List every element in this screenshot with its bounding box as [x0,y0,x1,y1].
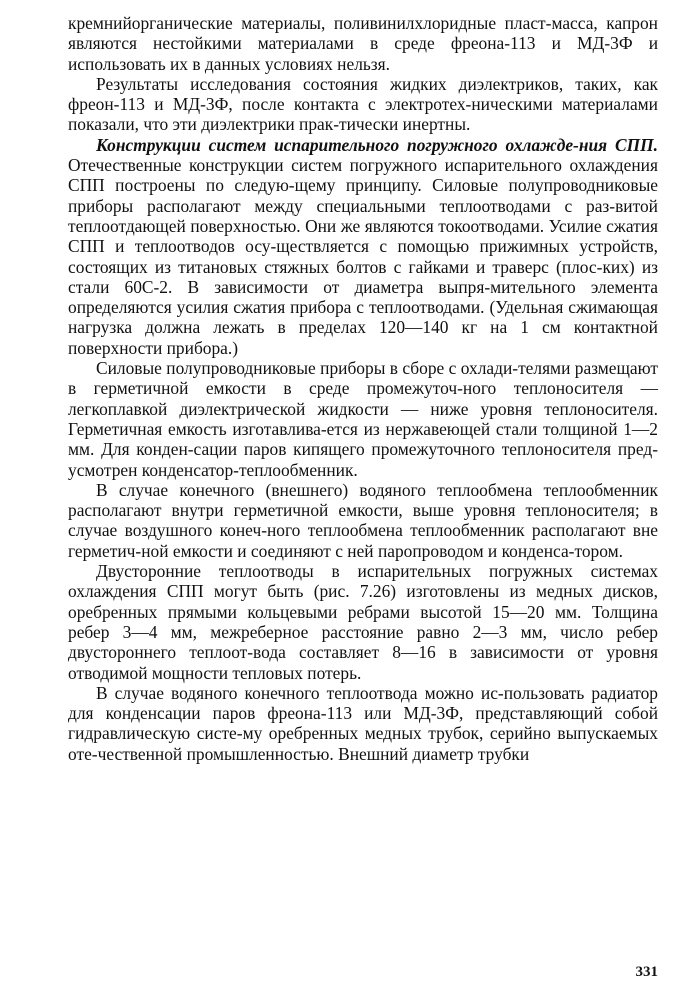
paragraph-text: Отечественные конструкции систем погружного испарительного охлаждения СПП построены по следую-щему принципу. Силовые полупроводниковые приборы располагают между специальными теплоотводами с раз-витой теплоотдающей поверхностью. Они же являются токоотводами. Усилие сжатия СПП и теплоотводов осу-ществляется с помощью прижимных устройств, состоящих из титановых стяжных болтов с гайками и траверс (плос-ких) из стали 60С-2. В зависимости от диаметра выпря-мительного элемента определяются усилия сжатия прибора с теплоотводами. (Удельная сжимающая нагрузка должна лежать в пределах 120—140 кг на 1 см контактной поверхности прибора.) [68,155,658,358]
paragraph-text: Результаты исследования состояния жидких диэлектриков, таких, как фреон-113 и МД-3Ф, после контакта с электротех-ническими материалами показали, что эти диэлектрики прак-тически инертны. [68,73,658,135]
section-heading: Конструкции систем испарительного погружного охлажде-ния СПП. [96,134,658,155]
paragraph-text: Силовые полупроводниковые приборы в сборе с охлади-телями размещают в герметичной емкости в среде промежуточ-ного теплоносителя — легкоплавкой диэлектрической жидкости — ниже уровня теплоносителя. Герметичная емкость изготавлива-ется из нержавеющей стали толщиной 1—2 мм. Для конден-сации паров кипящего промежуточного теплоносителя пред-усмотрен конденсатор-теплообменник. [68,358,658,480]
paragraph-assembly [68,358,658,480]
paragraph-results [68,74,658,135]
paragraph-heat-exchange [68,480,658,561]
paragraph-text: В случае водяного конечного теплоотвода можно ис-пользовать радиатор для конденсации паров фреона-113 или МД-3Ф, представляющий собой гидравлическую систе-му оребренных медных трубок, серийно выпускаемых оте-чественной промышленностью. Внешний диаметр трубки [68,682,658,764]
paragraph-radiator [68,683,658,764]
paragraph-heatsinks [68,561,658,683]
paragraph-constructions [68,135,658,358]
paragraph-text: Двусторонние теплоотводы в испарительных погружных системах охлаждения СПП могут быть (рис. 7.26) изготовлены из медных дисков, оребренных прямыми кольцевыми ребрами высотой 15—20 мм. Толщина ребер 3—4 мм, межреберное расстояние равно 2—3 мм, число ребер двустороннего теплоот-вода составляет 8—16 в зависимости от уровня отводимой мощности тепловых потерь. [68,561,658,683]
paragraph-text: В случае конечного (внешнего) водяного теплообмена теплообменник располагают внутри герметичной емкости, выше уровня теплоносителя; в случае воздушного конеч-ного теплообмена теплообменник располагают вне герметич-ной емкости и соединяют с ней паропроводом и конденса-тором. [68,479,658,561]
page-body [68,13,658,764]
paragraph-continuation [68,13,658,74]
paragraph-text: кремнийорганические материалы, поливинилхлоридные пласт-масса, капрон являются нестойкими материалами в среде фреона-113 и МД-3Ф и использовать их в данных условиях нельзя. [68,13,658,74]
page-number: 331 [635,964,658,980]
